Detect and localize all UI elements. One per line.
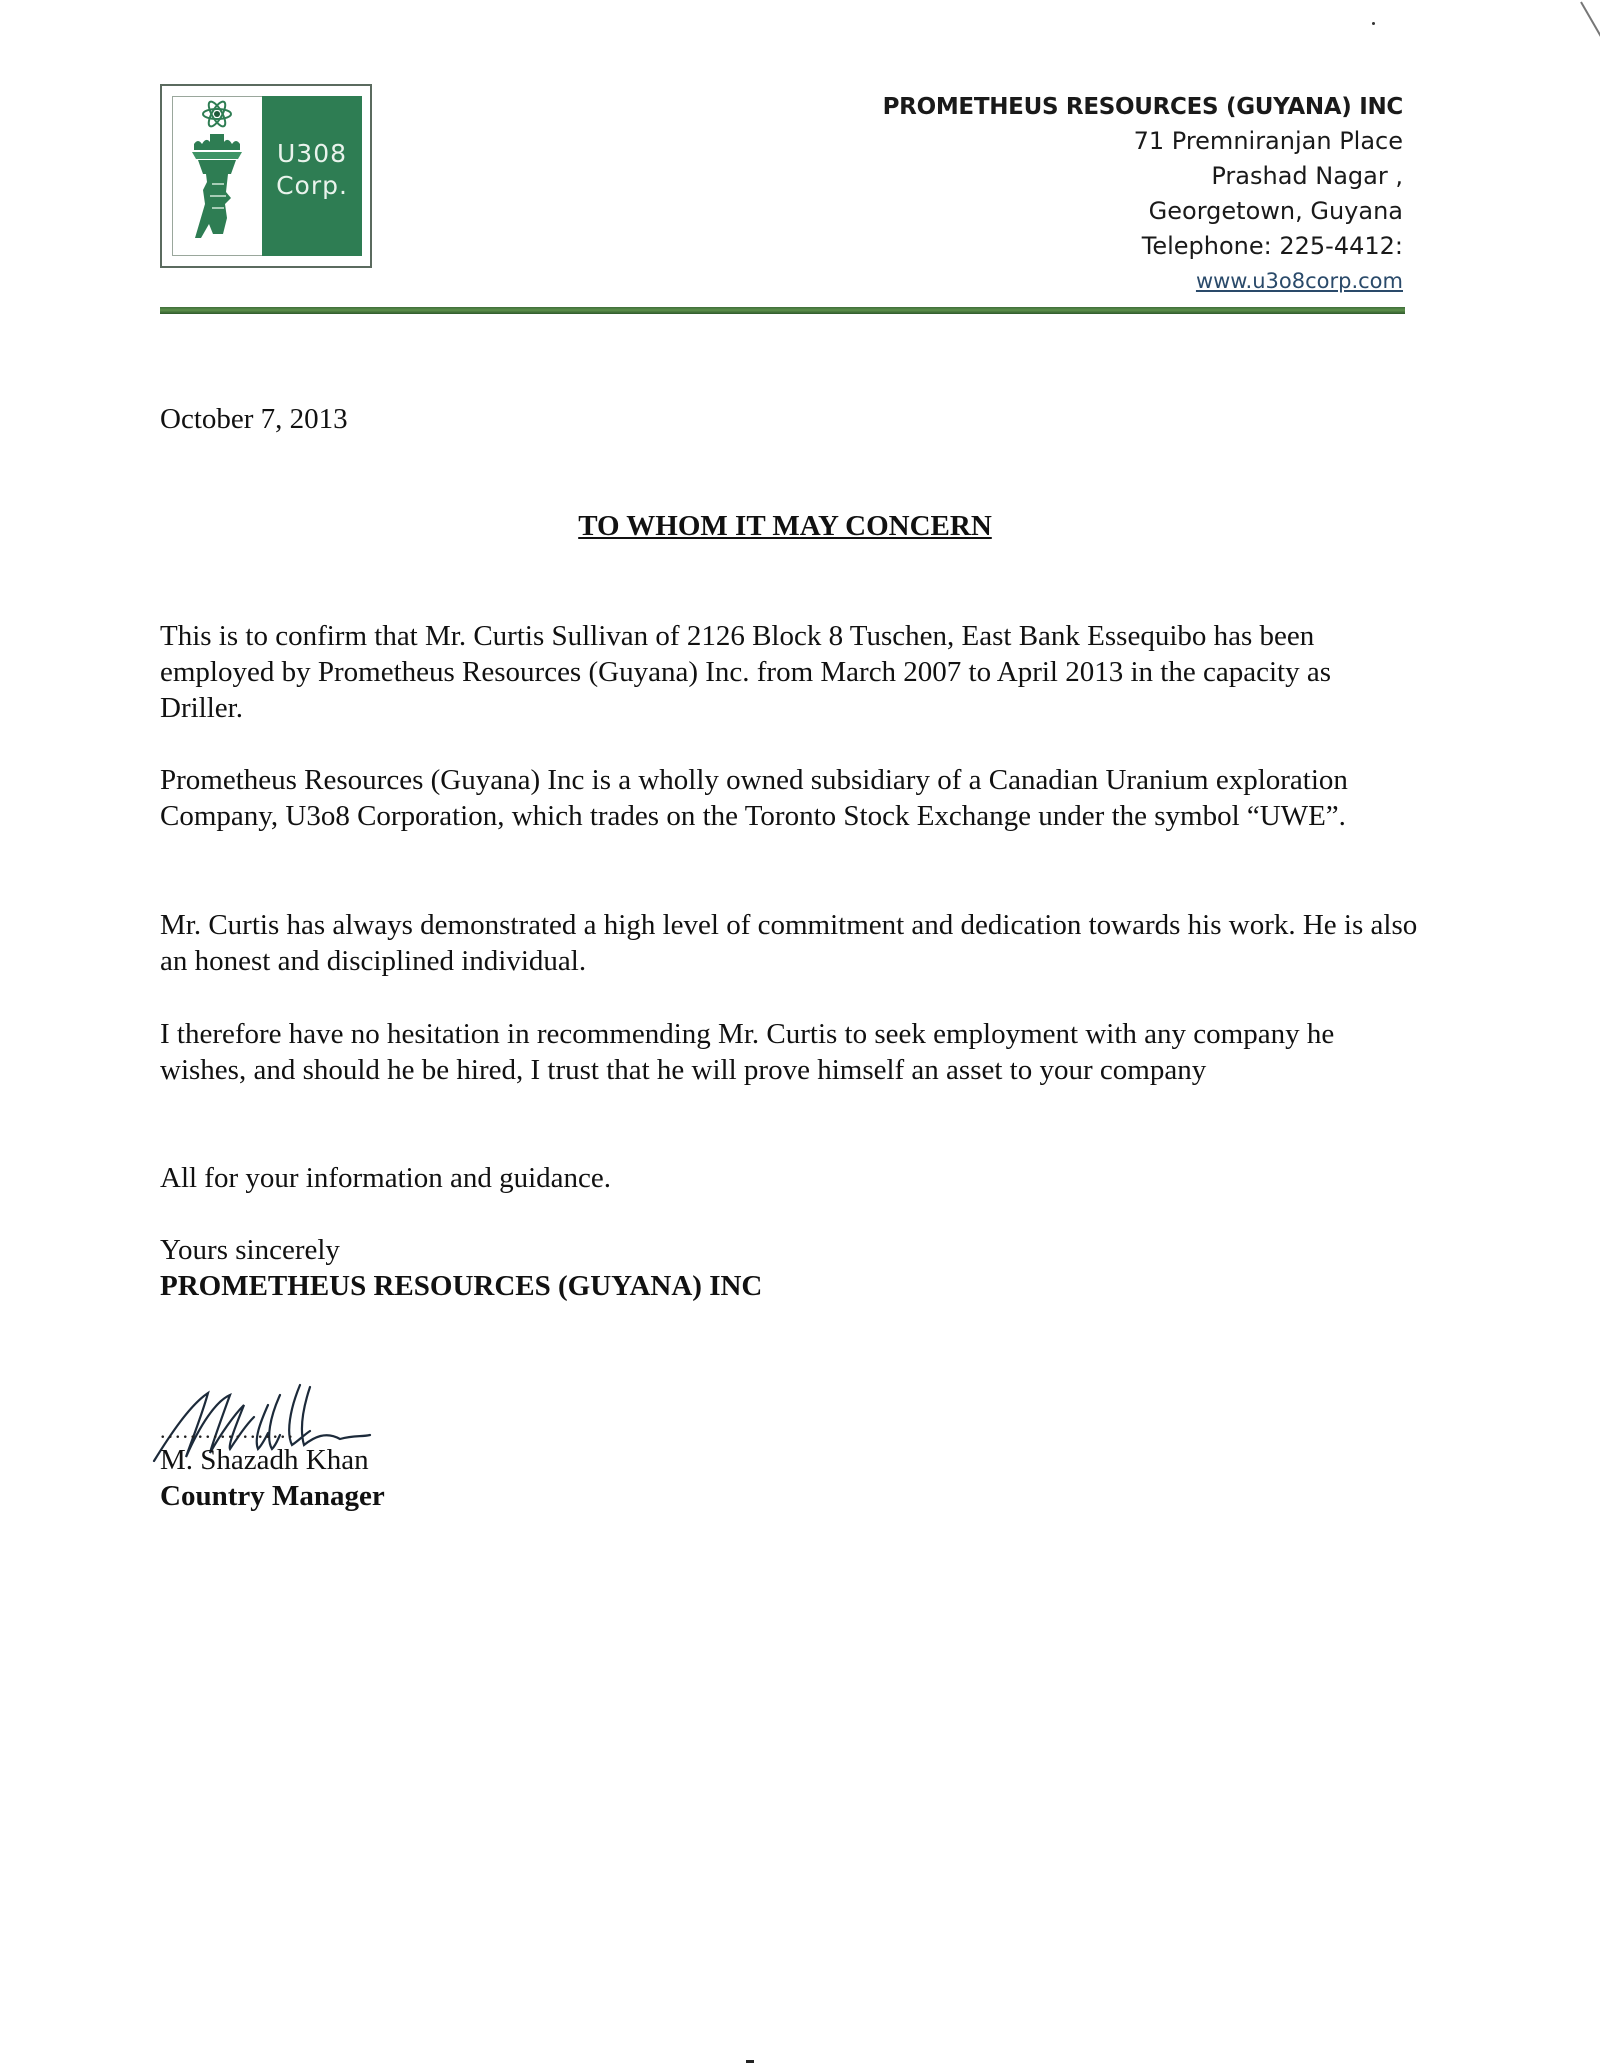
signature-line: .................. (160, 1418, 295, 1443)
logo-text-line1: U308 (276, 139, 347, 168)
logo-text-line2: Corp. (276, 171, 348, 200)
signer-title: Country Manager (160, 1480, 385, 1512)
scan-speck (1372, 22, 1375, 25)
paragraph-company: Prometheus Resources (Guyana) Inc is a wholly owned subsidiary of a Canadian Uranium exploration Company, U3o8 Corporation, which trades on the Toronto Stock Exchange under the symbol “UWE”. (160, 764, 1348, 832)
paragraph-information: All for your information and guidance. (160, 1162, 611, 1194)
signer-block (160, 1442, 385, 1514)
closing-block (160, 1232, 762, 1304)
scan-edge-mark (1580, 2, 1600, 38)
atom-torch-icon (182, 100, 252, 250)
letterhead-website-link[interactable]: www.u3o8corp.com (1195, 269, 1403, 293)
logo-text (262, 138, 362, 202)
letterhead-telephone: Telephone: 225-4412: (1141, 232, 1403, 260)
letter-heading: TO WHOM IT MAY CONCERN (578, 510, 992, 542)
letterhead-address-3: Georgetown, Guyana (1148, 197, 1403, 225)
closing-company: PROMETHEUS RESOURCES (GUYANA) INC (160, 1270, 763, 1302)
letterhead-address-1: 71 Premniranjan Place (1133, 127, 1403, 155)
closing-salutation: Yours sincerely (160, 1234, 340, 1266)
paragraph-recommendation: I therefore have no hesitation in recommending Mr. Curtis to seek employment with any company he wishes, and should he be hired, I trust that he will prove himself an asset to your company (160, 1018, 1335, 1086)
company-logo (160, 84, 372, 268)
paragraph-character: Mr. Curtis has always demonstrated a high level of commitment and dedication towards his work. He is also an honest and disciplined individual. (160, 909, 1418, 977)
scan-speck (746, 2060, 754, 2063)
letterhead-divider (160, 307, 1405, 314)
letterhead-address-2: Prashad Nagar , (1211, 162, 1403, 190)
letterhead-company: PROMETHEUS RESOURCES (GUYANA) INC (882, 94, 1403, 120)
paragraph-employment: This is to confirm that Mr. Curtis Sullivan of 2126 Block 8 Tuschen, East Bank Essequibo has been employed by Prometheus Resources (Guyana) Inc. from March 2007 to April 2013 in the capacity as Driller. (160, 620, 1331, 724)
signer-name: M. Shazadh Khan (160, 1444, 369, 1476)
letterhead (883, 90, 1403, 298)
letter-date: October 7, 2013 (160, 403, 348, 435)
